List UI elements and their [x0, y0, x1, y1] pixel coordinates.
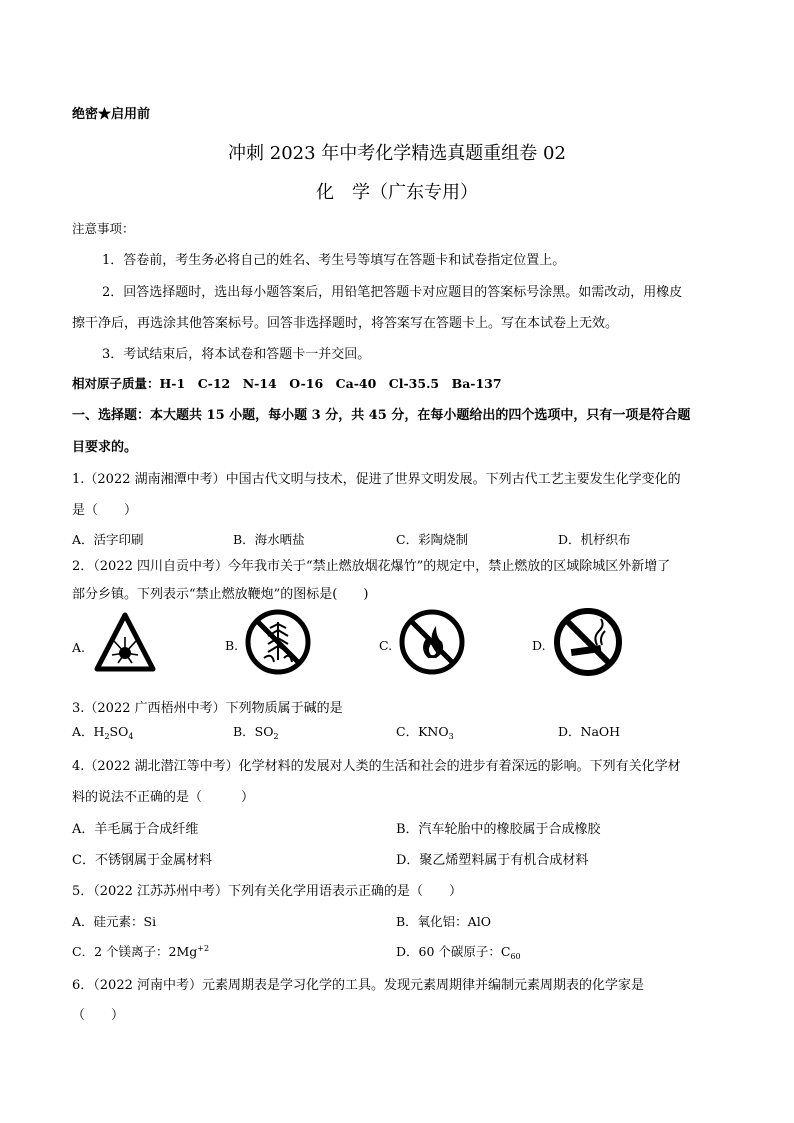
notice-item-3: 3．考试结束后，将本试卷和答题卡一并交回。 — [102, 347, 371, 362]
no-smoking-icon — [553, 607, 623, 681]
question-2-option-a: A. — [72, 640, 86, 655]
section-heading-line-2: 目要求的。 — [72, 440, 138, 455]
question-3-option-b: B．$SO_2$ — [233, 724, 279, 741]
explosive-warning-icon — [94, 611, 156, 677]
question-5-stem: 5．（2022 江苏苏州中考）下列有关化学用语表示正确的是（ ） — [72, 884, 462, 899]
question-5-option-c: C．2 个镁离子：$2Mg^{+2}$ — [72, 944, 210, 959]
page-subtitle: 化 学（广东专用） — [316, 182, 478, 203]
section-heading-line-1: 一、选择题：本大题共 15 小题，每小题 3 分，共 45 分，在每小题给出的四个选项中，只有一项是符合题 — [72, 408, 691, 423]
notice-item-2-line-1: 2．回答选择题时，选出每小题答案后，用铅笔把答题卡对应题目的答案标号涂黑。如需改动，用橡皮 — [102, 285, 683, 300]
question-5-option-a: A．硅元素：Si — [72, 914, 157, 929]
notice-item-1: 1．答卷前，考生务必将自己的姓名、考生号等填写在答题卡和试卷指定位置上。 — [102, 253, 566, 268]
no-fireworks-icon — [244, 608, 312, 680]
secret-label: 绝密★启用前 — [72, 107, 151, 122]
question-2-stem-line-2: 部分乡镇。下列表示“禁止燃放鞭炮”的图标是( ) — [72, 587, 369, 602]
question-4-stem-line-1: 4.（2022 湖北潜江等中考）化学材料的发展对人类的生活和社会的进步有着深远的影响。下列有关化学材 — [72, 759, 681, 774]
question-4-option-d: D．聚乙烯塑料属于有机合成材料 — [396, 853, 589, 868]
question-1-option-b: B．海水晒盐 — [233, 532, 305, 547]
notice-item-2-line-2: 擦干净后，再选涂其他答案标号。回答非选择题时，将答案写在答题卡上。写在本试卷上无效。 — [72, 316, 619, 331]
question-3-stem: 3.（2022 广西梧州中考）下列物质属于碱的是 — [72, 701, 343, 716]
question-4-option-b: B．汽车轮胎中的橡胶属于合成橡胶 — [396, 822, 601, 837]
question-6-stem-line-1: 6．（2022 河南中考）元素周期表是学习化学的工具。发现元素周期律并编制元素周期表的化学家是 — [72, 978, 644, 993]
question-1-option-c: C．彩陶烧制 — [396, 532, 469, 547]
question-2-option-d: D. — [532, 638, 546, 653]
question-1-option-a: A．活字印刷 — [72, 532, 144, 547]
atomic-mass-line: 相对原子质量：H-1 C-12 N-14 O-16 Ca-40 Cl-35.5 Ba-137 — [72, 376, 502, 391]
question-6-stem-line-2: （ ） — [72, 1008, 125, 1023]
question-3-option-c: C．$KNO_3$ — [396, 724, 454, 741]
no-open-flame-icon — [398, 608, 466, 680]
question-1-stem-line-2: 是（ ） — [72, 503, 138, 518]
question-4-option-c: C．不锈钢属于金属材料 — [72, 853, 212, 868]
question-1-option-d: D．机杼织布 — [558, 532, 631, 547]
question-5-option-b: B．氧化铝：AlO — [396, 914, 491, 929]
question-4-option-a: A．羊毛属于合成纤维 — [72, 822, 199, 837]
question-2-stem-line-1: 2．（2022 四川自贡中考）今年我市关于“禁止燃放烟花爆竹”的规定中，禁止燃放的区域除城区外新增了 — [72, 559, 671, 574]
question-5-option-d: D．60 个碳原子：$C_{60}$ — [396, 944, 521, 961]
question-2-option-c: C. — [379, 638, 393, 653]
question-3-option-d: D．NaOH — [558, 724, 621, 739]
page-title: 冲刺 2023 年中考化学精选真题重组卷 02 — [228, 143, 566, 164]
question-2-option-b: B. — [225, 638, 239, 653]
question-3-option-a: A．$H_2SO_4$ — [72, 724, 134, 741]
notice-heading: 注意事项： — [72, 221, 135, 236]
question-1-stem-line-1: 1.（2022 湖南湘潭中考）中国古代文明与技术，促进了世界文明发展。下列古代工艺主要发生化学变化的 — [72, 472, 681, 487]
question-4-stem-line-2: 料的说法不正确的是（ ） — [72, 790, 255, 805]
